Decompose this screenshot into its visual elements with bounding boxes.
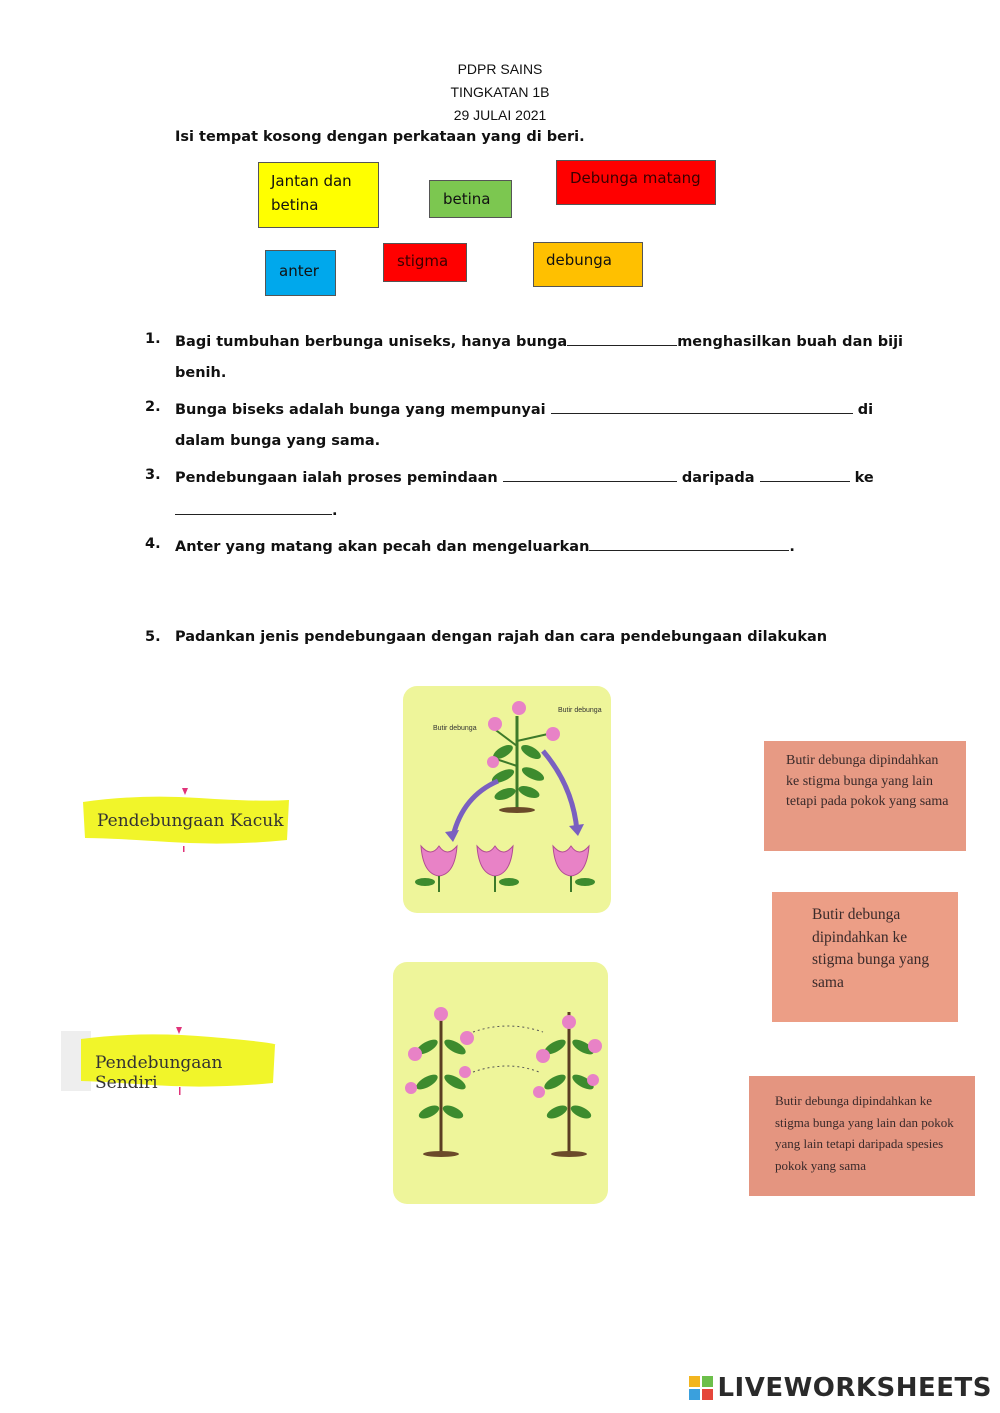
diagram-cross-pollination[interactable] (393, 962, 608, 1204)
word-card-label: debunga (546, 251, 612, 269)
question-number: 1. (145, 331, 161, 347)
word-card-betina[interactable] (429, 180, 512, 218)
two-plants-diagram-image (393, 962, 608, 1204)
question-text-part: Bagi tumbuhan berbunga uniseks, hanya bunga (175, 334, 568, 350)
question-text (175, 467, 874, 486)
answer-blank-3b[interactable] (760, 467, 850, 482)
description-text: Butir debunga dipindahkan ke stigma bunga yang lain dan pokok yang lain tetapi daripada spesies pokok yang sama (775, 1093, 954, 1173)
question-text-part: ke (854, 470, 874, 486)
question-2-continued: dalam bunga yang sama. (175, 433, 381, 449)
pollen-label: Butir debunga (558, 707, 602, 714)
description-card-2[interactable] (772, 892, 958, 1022)
word-card-label: betina (443, 190, 491, 208)
question-1-continued: benih. (175, 365, 227, 381)
pollen-label: Butir debunga (433, 725, 477, 732)
match-type-label: Pendebungaan Kacuk (97, 811, 284, 831)
question-text: Padankan jenis pendebungaan dengan rajah dan cara pendebungaan dilakukan (175, 629, 828, 645)
flower-diagram-image (403, 686, 611, 913)
word-card-label: Jantan dan betina (271, 172, 352, 214)
question-text-part: di (857, 402, 874, 418)
word-card-debunga[interactable] (533, 242, 643, 287)
answer-blank-2[interactable] (551, 399, 853, 414)
match-type-sendiri[interactable] (61, 1025, 278, 1095)
question-text-part: . (332, 503, 338, 519)
question-number: 5. (145, 629, 161, 645)
question-number: 4. (145, 536, 161, 552)
diagram-self-pollination[interactable] (403, 686, 611, 913)
liveworksheets-logo-icon (689, 1376, 713, 1400)
question-text (175, 536, 795, 555)
answer-blank-1[interactable] (567, 331, 677, 346)
question-text-part: Anter yang matang akan pecah dan mengeluarkan (175, 539, 590, 555)
answer-blank-3c[interactable] (175, 500, 332, 515)
description-text: Butir debunga dipindahkan ke stigma bunga yang lain tetapi pada pokok yang sama (786, 753, 949, 809)
word-card-jantan-dan-betina[interactable] (258, 162, 379, 228)
match-type-kacuk[interactable] (79, 786, 293, 852)
match-type-label: Pendebungaan Sendiri (95, 1053, 223, 1093)
answer-blank-3a[interactable] (503, 467, 677, 482)
word-card-label: Debunga matang (570, 169, 701, 187)
liveworksheets-logo (689, 1373, 992, 1403)
question-text-part: daripada (681, 470, 755, 486)
brand-name: LIVEWORKSHEETS (717, 1373, 992, 1403)
description-text: Butir debunga dipindahkan ke stigma bunga yang sama (812, 906, 930, 991)
subject-title: PDPR SAINS (457, 61, 543, 77)
description-card-3[interactable] (749, 1076, 975, 1196)
description-card-1[interactable] (764, 741, 966, 851)
answer-blank-4[interactable] (589, 536, 789, 551)
question-3-continued (175, 500, 338, 519)
question-text (175, 331, 903, 350)
class-title: TINGKATAN 1B (450, 84, 550, 100)
instruction-text: Isi tempat kosong dengan perkataan yang di beri. (175, 129, 585, 145)
word-card-stigma[interactable] (383, 243, 467, 282)
question-text-part: menghasilkan buah dan biji (677, 334, 904, 350)
word-card-debunga-matang[interactable] (556, 160, 716, 205)
question-text-part: Bunga biseks adalah bunga yang mempunyai (175, 402, 546, 418)
question-number: 3. (145, 467, 161, 483)
question-text (175, 399, 873, 418)
word-card-label: anter (279, 262, 319, 280)
word-card-anter[interactable] (265, 250, 336, 296)
question-number: 2. (145, 399, 161, 415)
word-card-label: stigma (397, 252, 449, 270)
question-text-part: . (789, 539, 795, 555)
question-text-part: Pendebungaan ialah proses pemindaan (175, 470, 498, 486)
date-title: 29 JULAI 2021 (453, 107, 547, 123)
